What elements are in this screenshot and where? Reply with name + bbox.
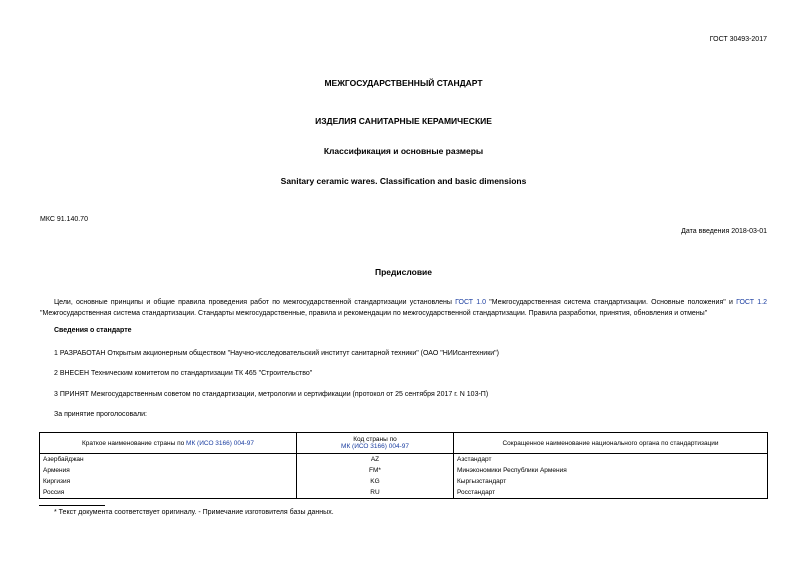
gost-1-2-link[interactable]: ГОСТ 1.2 [736,299,767,306]
mk-iso-link-1[interactable]: МК (ИСО 3166) 004-97 [186,439,254,447]
standard-type-title: МЕЖГОСУДАРСТВЕННЫЙ СТАНДАРТ [324,78,483,88]
footnote-divider [39,505,105,506]
table-row [40,487,768,499]
info-item-developed: 1 РАЗРАБОТАН Открытым акционерным обществом "Научно-исследовательский институт санитарной техники" (ОАО "НИИсантехники") [54,350,499,357]
header-national-body: Сокращенное наименование национального органа по стандартизации [454,433,768,454]
body-cell: Кыргызстандарт [454,476,768,487]
preface-heading: Предисловие [374,267,433,277]
country-cell: Азербайджан [40,454,297,466]
body-cell: Азстандарт [454,454,768,466]
body-cell: Росстандарт [454,487,768,499]
header-code-text: Код страны по [353,436,397,443]
document-code: ГОСТ 30493-2017 [709,36,767,43]
voted-label: За принятие проголосовали: [54,411,147,418]
table-row [40,454,768,466]
preface-text-c: "Межгосударственная система стандартизации. Стандарты межгосударственные, правила и рекомендации по межгосударственной стандартизации. Правила разработки, принятия, обновления и отмены" [40,310,708,317]
english-title: Sanitary ceramic wares. Classification and basic dimensions [280,176,527,186]
gost-1-0-link[interactable]: ГОСТ 1.0 [455,299,487,306]
voting-states-table [39,432,768,499]
code-cell: AZ [297,454,454,466]
footnote: * Текст документа соответствует оригиналу. - Примечание изготовителя базы данных. [54,509,334,516]
preface-paragraph [40,297,767,319]
country-cell: Армения [40,465,297,476]
mks-code: МКС 91.140.70 [40,216,88,223]
standard-name-title: ИЗДЕЛИЯ САНИТАРНЫЕ КЕРАМИЧЕСКИЕ [315,116,492,126]
table-row [40,476,768,487]
mk-iso-link-2[interactable]: МК (ИСО 3166) 004-97 [341,443,409,450]
info-item-adopted: 3 ПРИНЯТ Межгосударственным советом по стандартизации, метрологии и сертификации (протокол от 25 сентября 2017 г. N 103-П) [54,391,489,398]
preface-text-b: "Межгосударственная система стандартизации. Основные положения" и [486,299,737,306]
body-cell: Минэкономики Республики Армения [454,465,768,476]
country-cell: Киргизия [40,476,297,487]
country-cell: Россия [40,487,297,499]
info-item-submitted: 2 ВНЕСЕН Техническим комитетом по стандартизации ТК 465 "Строительство" [54,370,313,377]
header-country-code [297,433,454,454]
code-cell: KG [297,476,454,487]
code-cell: FM* [297,465,454,476]
table-header-row [40,433,768,454]
code-cell: RU [297,487,454,499]
preface-text-a: Цели, основные принципы и общие правила проведения работ по межгосударственной стандартизации установлены [54,299,456,306]
header-country-text: Краткое наименование страны по [82,439,187,447]
effective-date: Дата введения 2018-03-01 [681,228,767,235]
table-row [40,465,768,476]
standard-subtitle: Классификация и основные размеры [323,146,484,156]
standard-info-heading: Сведения о стандарте [54,327,132,334]
header-country-name [40,433,297,454]
